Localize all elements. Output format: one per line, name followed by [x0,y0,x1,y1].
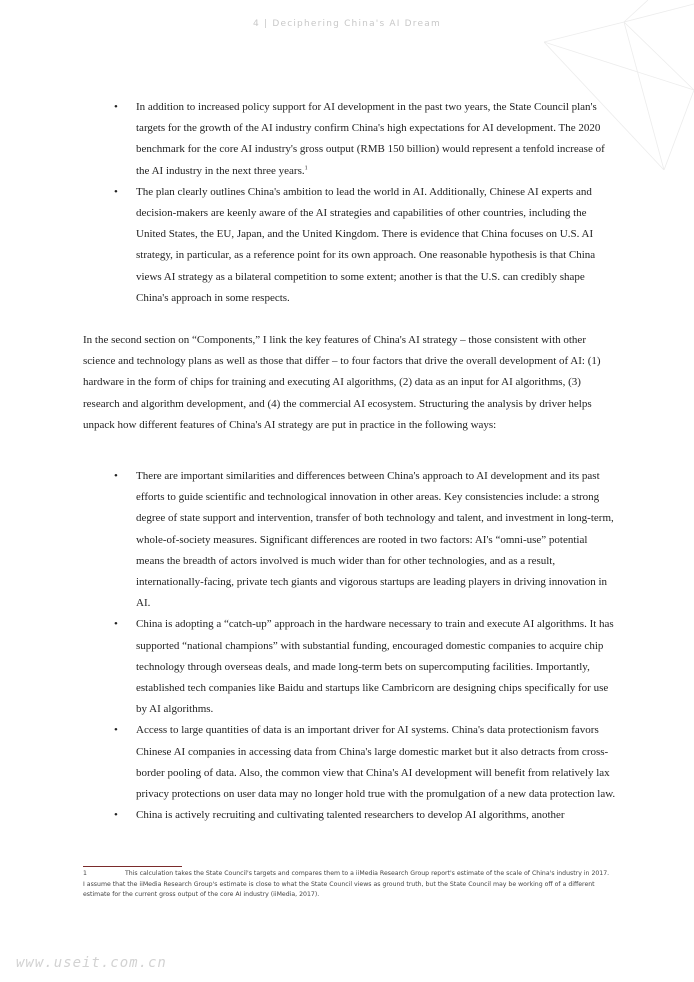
bullet-icon: • [114,470,118,483]
bullet-icon: • [114,185,118,198]
main-content [83,97,617,827]
footnote-number: 1 [83,870,87,877]
bullet-text: China is adopting a “catch-up” approach in the hardware necessary to train and execute AI algorithms. It has supported “national champions” with substantial funding, encouraged domestic companies to acquire chip technology through overseas deals, and made long-term bets on supercomputing facilities. Importantly, established tech companies like Baidu and startups like Cambricorn are designing chips specifically for use by AI algorithms. [136,618,614,716]
list-item [83,720,617,805]
bullet-text: In addition to increased policy support for AI development in the past two years, the State Council plan's targets for the growth of the AI industry confirm China's high expectations for AI development. The 2020 benchmark for the core AI industry's gross output (RMB 150 billion) would represent a tenfold increase of the AI industry in the next three years. [136,101,605,177]
footnote-text: This calculation takes the State Council's targets and compares them to a iiMedia Research Group report's estimate of the scale of China's industry in 2017. I assume that the iiMedia Research Group's estimate is close to what the State Council views as ground truth, but the State Council may be working off of a different estimate for the current gross output of the core AI industry (iiMedia, 2017). [83,870,610,898]
bullet-icon: • [114,809,118,822]
bullet-text: The plan clearly outlines China's ambition to lead the world in AI. Additionally, Chinese AI experts and decision-makers are keenly aware of the AI strategies and capabilities of other countries, including the United States, the EU, Japan, and the United Kingdom. There is evidence that China focuses on U.S. AI strategy, in particular, as a reference point for its own approach. One reasonable hypothesis is that China views AI strategy as a bilateral competition to some extent; another is that the U.S. can credibly shape China's approach in some respects. [136,185,596,304]
footnote [83,869,611,901]
bullet-text: Access to large quantities of data is an important driver for AI systems. China's data protectionism favors Chinese AI companies in accessing data from China's large domestic market but it also detracts from cross-border pooling of data. Also, the common view that China's AI development will benefit from relatively lax privacy protections on user data may no longer hold true with the promulgation of a new data protection law. [136,724,616,801]
footnote-reference[interactable]: 1 [304,164,308,171]
bullet-list-top [83,97,617,309]
list-item [83,97,617,182]
list-item [83,182,617,309]
page-header: 4 | Deciphering China's AI Dream [253,19,441,29]
footnote-divider [83,866,182,867]
list-item [83,805,617,826]
watermark: www.useit.com.cn [16,955,167,971]
bullet-icon: • [114,724,118,737]
list-item [83,614,617,720]
bullet-list-bottom [83,466,617,826]
bullet-text: China is actively recruiting and cultivating talented researchers to develop AI algorithms, another [136,809,565,822]
list-item [83,466,617,614]
bullet-icon: • [114,618,118,631]
body-paragraph: In the second section on “Components,” I link the key features of China's AI strategy – those consistent with other science and technology plans as well as those that differ – to four factors that drive the overall development of AI: (1) hardware in the form of chips for training and executing AI algorithms, (2) data as an input for AI algorithms, (3) research and algorithm development, and (4) the commercial AI ecosystem. Structuring the analysis by driver helps unpack how different features of China's AI strategy are put in practice in the following ways: [83,334,601,431]
bullet-text: There are important similarities and differences between China's approach to AI development and its past efforts to guide scientific and technological innovation in other areas. Key consistencies include: a strong degree of state support and intervention, transfer of both technology and talent, and investment in long-term, whole-of-society measures. Significant differences are rooted in two factors: AI's “omni-use” potential means the breadth of actors involved is much wider than for other technologies, and as a result, internationally-facing, private tech giants and vigorous startups are leading players in driving innovation in AI. [136,470,614,610]
bullet-icon: • [114,101,118,113]
